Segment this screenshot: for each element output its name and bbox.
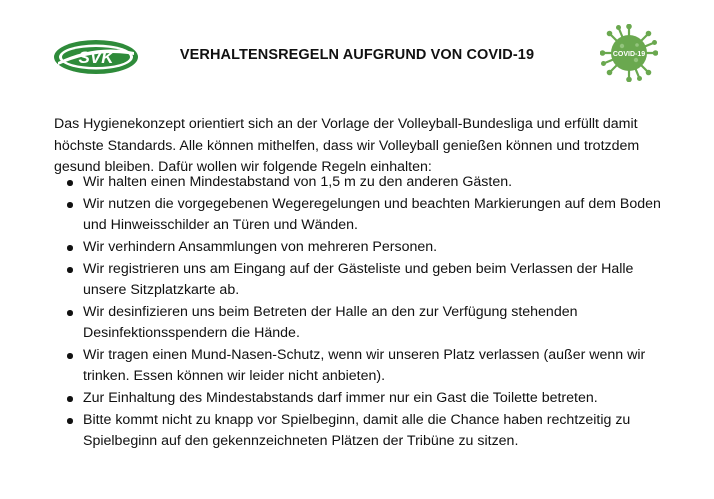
rules-list (54, 172, 674, 453)
rule-item: Bitte kommt nicht zu knapp vor Spielbeginn, damit alle die Chance haben rechtzeitig zu Spielbeginn auf den gekennzeichneten Plätzen der Tribüne zu sitzen. (54, 410, 674, 452)
document-header (0, 0, 714, 100)
rule-item: Wir nutzen die vorgegebenen Wegeregelungen und beachten Markierungen auf dem Boden und Hinweisschilder an Türen und Wänden. (54, 194, 674, 236)
rule-item: Wir halten einen Mindestabstand von 1,5 m zu den anderen Gästen. (54, 172, 674, 193)
intro-paragraph: Das Hygienekonzept orientiert sich an der Vorlage der Volleyball-Bundesliga und erfüllt damit höchste Standards. Alle können mithelfen, dass wir Volleyball genießen können und trotzdem gesund bleiben. Dafür wollen wir folgende Regeln einhalten: (54, 116, 640, 176)
rule-item: Zur Einhaltung des Mindestabstands darf immer nur ein Gast die Toilette betreten. (54, 388, 674, 409)
virus-label: COVID-19 (612, 51, 646, 58)
rule-item: Wir tragen einen Mund-Nasen-Schutz, wenn wir unseren Platz verlassen (außer wenn wir trinken. Essen können wir leider nicht anbieten). (54, 345, 674, 387)
page-title: VERHALTENSREGELN AUFGRUND VON COVID-19 (179, 47, 535, 63)
rule-item: Wir verhindern Ansammlungen von mehreren Personen. (54, 237, 674, 258)
rule-item: Wir registrieren uns am Eingang auf der Gästeliste und geben beim Verlassen der Halle unsere Sitzplatzkarte ab. (54, 259, 674, 301)
rule-item: Wir desinfizieren uns beim Betreten der Halle an den zur Verfügung stehenden Desinfektionsspendern die Hände. (54, 302, 674, 344)
covid-virus-icon (600, 24, 658, 82)
logo-text: SVK (78, 48, 114, 67)
